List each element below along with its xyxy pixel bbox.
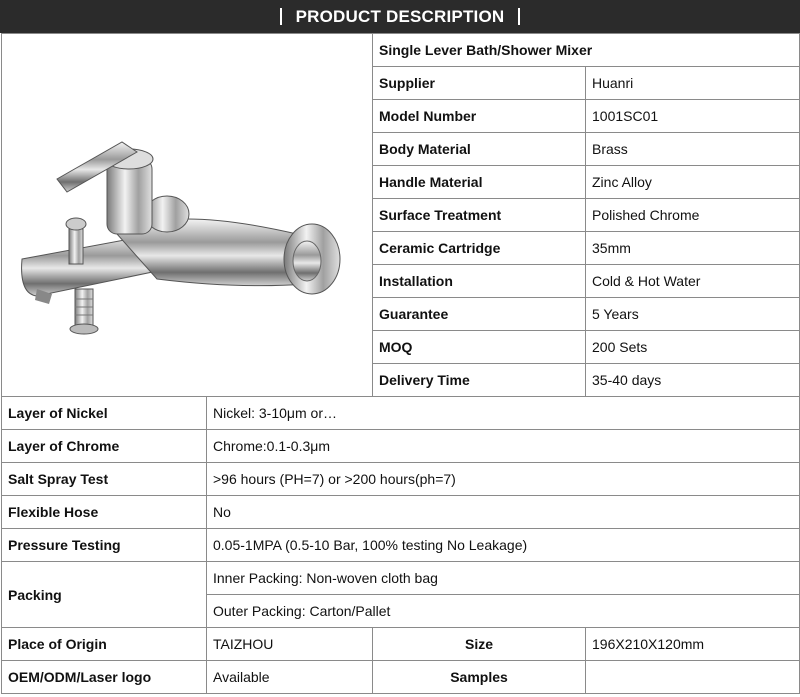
- spec-label: Installation: [373, 265, 586, 298]
- detail-value: No: [207, 496, 800, 529]
- size-value: 196X210X120mm: [586, 628, 800, 661]
- spec-label: Body Material: [373, 133, 586, 166]
- spec-value: 200 Sets: [586, 331, 800, 364]
- product-image-cell: [2, 34, 373, 397]
- samples-value: [586, 661, 800, 694]
- oem-value: Available: [207, 661, 373, 694]
- detail-label: Salt Spray Test: [2, 463, 207, 496]
- spec-label: Handle Material: [373, 166, 586, 199]
- spec-value: Polished Chrome: [586, 199, 800, 232]
- detail-label: Flexible Hose: [2, 496, 207, 529]
- spec-value: 5 Years: [586, 298, 800, 331]
- samples-label: Samples: [373, 661, 586, 694]
- spec-value: Zinc Alloy: [586, 166, 800, 199]
- detail-value: 0.05-1MPA (0.5-10 Bar, 100% testing No Leakage): [207, 529, 800, 562]
- section-header: [0, 0, 800, 33]
- header-divider-right: [518, 8, 520, 25]
- spec-label: MOQ: [373, 331, 586, 364]
- spec-value: 35-40 days: [586, 364, 800, 397]
- spec-label: Supplier: [373, 67, 586, 100]
- faucet-image: [7, 64, 367, 364]
- product-name: Single Lever Bath/Shower Mixer: [373, 34, 800, 67]
- header-divider-left: [280, 8, 282, 25]
- detail-value: Chrome:0.1-0.3μm: [207, 430, 800, 463]
- detail-label: Pressure Testing: [2, 529, 207, 562]
- packing-outer: Outer Packing: Carton/Pallet: [207, 595, 800, 628]
- product-spec-table: [0, 33, 800, 694]
- spec-value: 1001SC01: [586, 100, 800, 133]
- spec-label: Surface Treatment: [373, 199, 586, 232]
- spec-label: Delivery Time: [373, 364, 586, 397]
- detail-value: >96 hours (PH=7) or >200 hours(ph=7): [207, 463, 800, 496]
- oem-label: OEM/ODM/Laser logo: [2, 661, 207, 694]
- packing-label: Packing: [2, 562, 207, 628]
- detail-label: Layer of Nickel: [2, 397, 207, 430]
- spec-value: Cold & Hot Water: [586, 265, 800, 298]
- origin-value: TAIZHOU: [207, 628, 373, 661]
- spec-label: Model Number: [373, 100, 586, 133]
- spec-label: Guarantee: [373, 298, 586, 331]
- spec-value: 35mm: [586, 232, 800, 265]
- spec-value: Brass: [586, 133, 800, 166]
- size-label: Size: [373, 628, 586, 661]
- packing-inner: Inner Packing: Non-woven cloth bag: [207, 562, 800, 595]
- spec-label: Ceramic Cartridge: [373, 232, 586, 265]
- detail-label: Layer of Chrome: [2, 430, 207, 463]
- spec-value: Huanri: [586, 67, 800, 100]
- header-title: PRODUCT DESCRIPTION: [295, 6, 505, 26]
- detail-value: Nickel: 3-10μm or…: [207, 397, 800, 430]
- origin-label: Place of Origin: [2, 628, 207, 661]
